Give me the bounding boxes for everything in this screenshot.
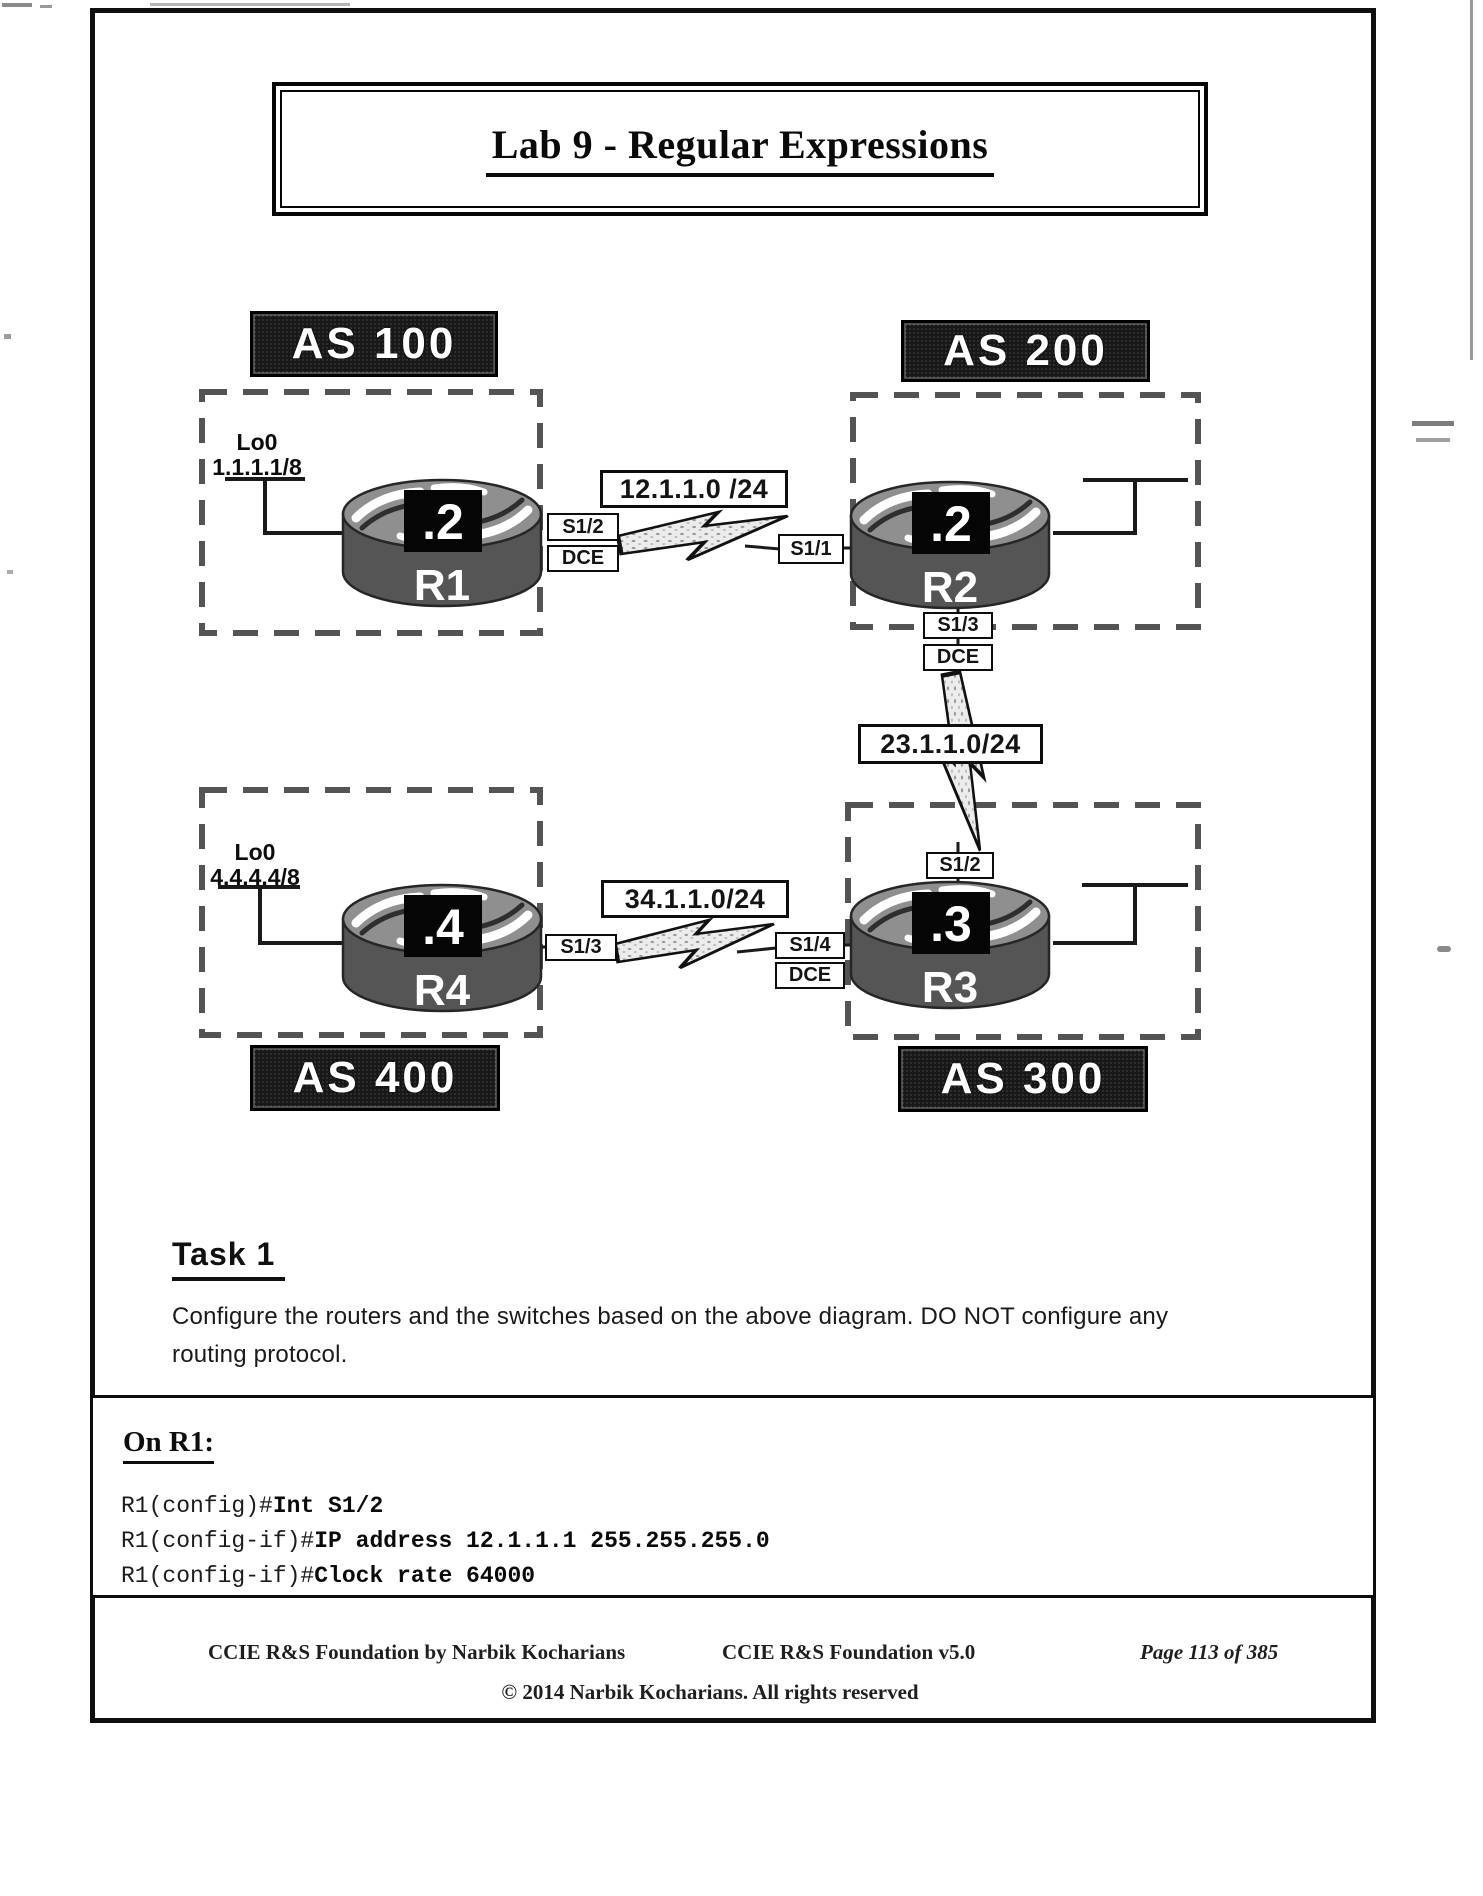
interface-label-r1-s1-2: S1/2 <box>547 513 619 541</box>
interface-label-r1-dce: DCE <box>547 545 619 572</box>
r4-loopback-name: Lo0 <box>234 839 276 865</box>
page-title: Lab 9 - Regular Expressions <box>486 121 995 177</box>
subnet-label-23-1-1-0: 23.1.1.0/24 <box>858 724 1043 764</box>
task-heading: Task 1 <box>172 1236 285 1281</box>
cli-prompt: R1(config-if)# <box>121 1563 315 1589</box>
cli-command: Int S1/2 <box>272 1493 384 1519</box>
cli-prompt: R1(config)# <box>121 1493 273 1519</box>
footer-copyright: © 2014 Narbik Kocharians. All rights reserved <box>501 1680 919 1704</box>
r3-lan-stub-line <box>1053 885 1188 943</box>
config-line <box>121 1528 770 1554</box>
bolt1-s11-tail-line <box>745 546 780 549</box>
interface-label-r2-s1-3: S1/3 <box>923 612 993 639</box>
router-r1-name: R1 <box>413 561 471 610</box>
interface-label-r4-s1-3: S1/3 <box>545 934 617 961</box>
as-label-as200: AS 200 <box>901 320 1150 382</box>
serial-bolt-r4-r3 <box>615 920 774 968</box>
subnet-label-34-1-1-0: 34.1.1.0/24 <box>601 880 789 918</box>
bolt3-s14-tail-line <box>737 948 776 952</box>
router-r2-badge: .2 <box>930 496 972 552</box>
interface-label-r3-s1-2: S1/2 <box>926 852 994 879</box>
r2-lan-stub-line <box>1053 480 1188 533</box>
r1-loopback-label <box>198 430 316 480</box>
cli-prompt: R1(config-if)# <box>121 1528 315 1554</box>
router-r2-icon <box>851 482 1049 612</box>
footer-page-number-text: Page 113 of 385 <box>1140 1640 1279 1664</box>
r1-loopback-ip: 1.1.1.1/8 <box>212 454 302 480</box>
as-label-as100: AS 100 <box>250 311 498 377</box>
footer-left: CCIE R&S Foundation by Narbik Kocharians <box>208 1640 626 1664</box>
as-label-as300: AS 300 <box>898 1046 1148 1112</box>
config-box-heading: On R1: <box>123 1426 214 1464</box>
router-r4-badge: .4 <box>422 899 464 955</box>
task-paragraph-line1: Configure the routers and the switches based on the above diagram. DO NOT configure any <box>172 1303 1169 1330</box>
r4-loopback-ip: 4.4.4.4/8 <box>210 864 300 890</box>
router-r4-icon <box>343 885 541 1015</box>
config-line <box>121 1563 535 1589</box>
interface-label-r2-dce: DCE <box>923 644 993 671</box>
interface-label-r2-s1-1: S1/1 <box>778 534 844 564</box>
r1-loopback-name: Lo0 <box>236 429 278 455</box>
cli-command: IP address 12.1.1.1 255.255.255.0 <box>314 1528 770 1554</box>
config-line <box>121 1493 383 1519</box>
footer-center: CCIE R&S Foundation v5.0 <box>722 1640 976 1664</box>
router-r3-name: R3 <box>921 963 979 1012</box>
cli-command: Clock rate 64000 <box>314 1563 536 1589</box>
r4-loopback-stub-line <box>218 887 345 943</box>
r1-loopback-stub-line <box>225 479 345 533</box>
interface-label-r3-dce: DCE <box>775 962 845 989</box>
serial-bolt-r1-r2 <box>618 512 788 560</box>
subnet-label-12-1-1-0: 12.1.1.0 /24 <box>600 470 788 508</box>
footer-page-number <box>1140 1640 1278 1665</box>
config-box <box>90 1395 1376 1598</box>
task-section <box>172 1236 285 1281</box>
router-r3-badge: .3 <box>930 896 972 952</box>
task-paragraph-line2: routing protocol. <box>172 1341 348 1368</box>
router-r1-icon <box>343 480 541 610</box>
router-r2-name: R2 <box>921 563 979 612</box>
router-r3-icon <box>851 882 1049 1012</box>
router-r4-name: R4 <box>413 966 471 1015</box>
as-label-as400: AS 400 <box>250 1045 500 1111</box>
router-r1-badge: .2 <box>422 494 464 550</box>
r4-loopback-label <box>195 840 315 890</box>
interface-label-r3-s1-4: S1/4 <box>775 932 845 959</box>
